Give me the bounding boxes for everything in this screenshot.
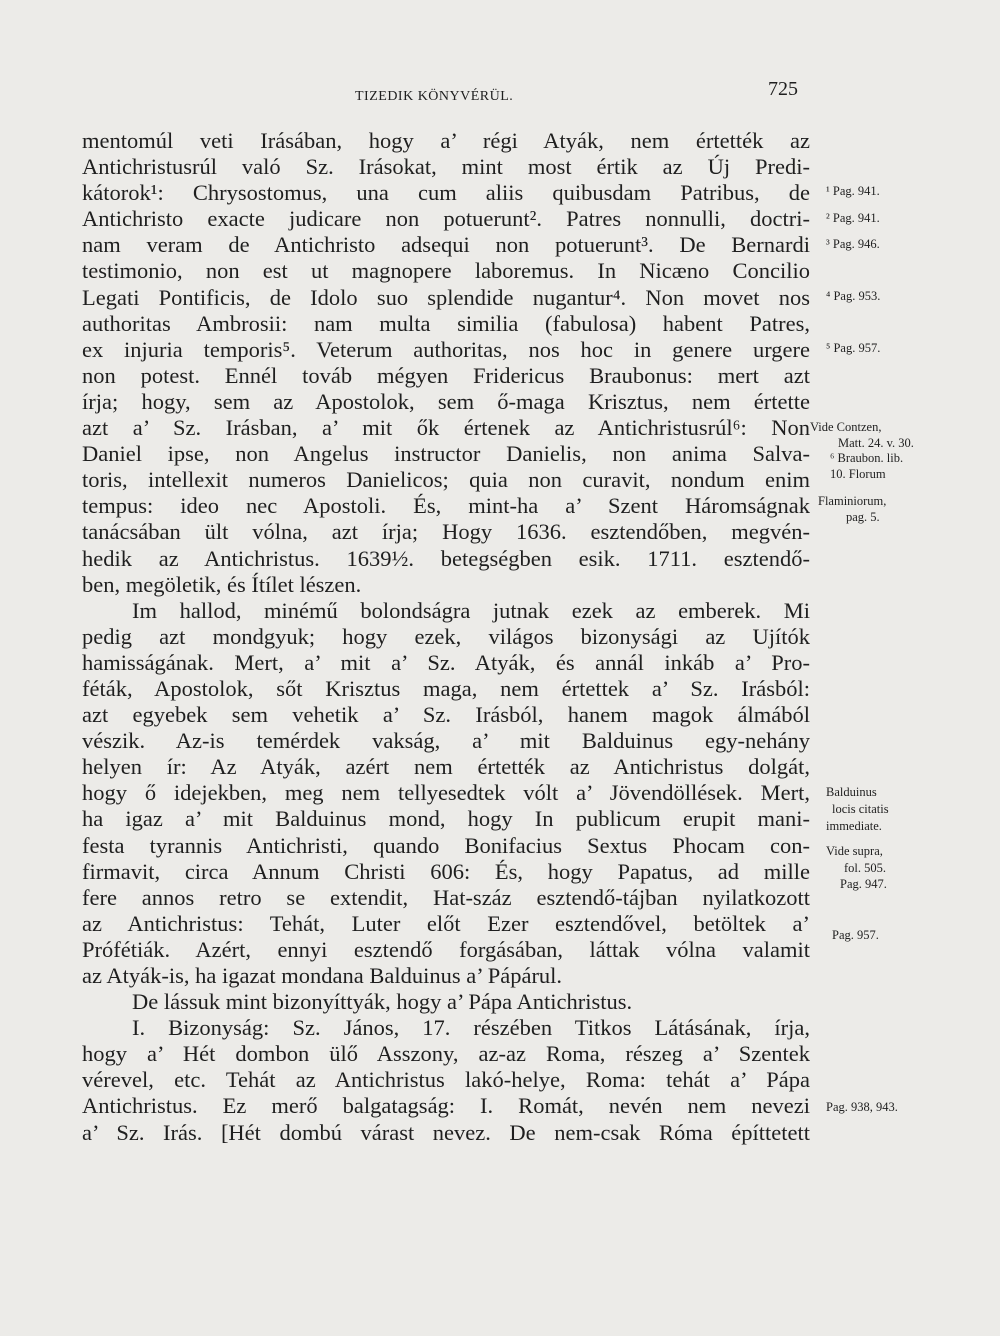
text-line: tanácsában ült vólna, azt írja; Hogy 1636. esztendőben, megvén- (82, 519, 810, 545)
text-line: De lássuk mint bizonyíttyák, hogy a’ Pápa Antichristus. (132, 989, 633, 1015)
text-line: mentomúl veti Irásában, hogy a’ régi Atyák, nem értették az (82, 128, 810, 153)
text-line: féták, Apostolok, sőt Krisztus maga, nem értettek a’ Sz. Irásból: (82, 675, 810, 701)
text-line: Antichristus. Ez merő balgatagság: I. Romát, nevén nem nevezi (82, 1093, 810, 1119)
margin-note: ³ Pag. 946. (826, 237, 880, 251)
text-line: hogy a’ Hét dombon ülő Asszony, az-az Roma, részeg a’ Szentek (82, 1041, 810, 1067)
text-line: tempus: ideo nec Apostoli. És, mint-ha a’ Szent Háromságnak (82, 493, 810, 519)
text-line: vészik. Az-is temérdek vakság, a’ mit Balduinus egy-nehány (82, 728, 810, 754)
text-line: festa tyrannis Antichristi, quando Bonifacius Sextus Phocam con- (82, 832, 810, 858)
text-line: testimonio, non est ut magnopere laboremus. In Nicæno Concilio (82, 258, 810, 284)
text-line: az Atyák-is, ha igazat mondana Balduinus a’ Pápárul. (82, 963, 563, 988)
text-line: ben, megöletik, és Ítílet lészen. (82, 571, 362, 597)
margin-note: Pag. 938, 943. (826, 1100, 898, 1114)
text-line: írja; hogy, sem az Apostolok, sem ő-maga Krisztus, nem értette (82, 388, 810, 414)
running-head: TIZEDIK KÖNYVÉRÜL. (355, 89, 514, 104)
text-line: Legati Pontificis, de Idolo suo splendide nugantur⁴. Non movet nos (82, 284, 810, 310)
text-line: fere annos retro se extendit, Hat-száz esztendő-tájban nyilatkozott (82, 884, 810, 910)
text-line: Antichristo exacte judicare non potuerunt². Patres nonnulli, doctri- (82, 206, 810, 232)
text-line: authoritas Ambrosii: nam multa similia (fabulosa) habent Patres, (82, 310, 810, 336)
page-number: 725 (768, 78, 798, 100)
text-line: Daniel ipse, non Angelus instructor Danielis, non anima Salva- (82, 441, 810, 467)
margin-note: Vide Contzen, (810, 420, 882, 434)
margin-note: 10. Florum (830, 467, 886, 481)
margin-note: ¹ Pag. 941. (826, 184, 880, 198)
text-line: azt egyebek sem vehetik a’ Sz. Irásból, hanem magok álmából (82, 702, 810, 728)
text-line: hedik az Antichristus. 1639½. betegségben esik. 1711. esztendő- (82, 545, 810, 571)
margin-note: Vide supra, (826, 844, 883, 858)
margin-note: pag. 5. (846, 510, 880, 524)
margin-note: immediate. (826, 819, 882, 833)
text-line: ex injuria temporis⁵. Veterum authoritas, nos hoc in genere urgere (82, 336, 810, 362)
body-text (82, 128, 810, 1146)
text-line: firmavit, circa Annum Christi 606: És, hogy Papatus, ad mille (82, 858, 810, 884)
margin-note: ⁵ Pag. 957. (826, 341, 881, 355)
text-line: ha igaz a’ mit Balduinus mond, hogy In publicum erupit mani- (82, 806, 810, 832)
margin-note: Pag. 957. (832, 928, 879, 942)
margin-note: Pag. 947. (840, 877, 887, 891)
margin-note: locis citatis (832, 802, 889, 816)
text-line: helyen ír: Az Atyák, azért nem értették az Antichristus dolgát, (82, 754, 810, 780)
margin-note: fol. 505. (844, 861, 887, 875)
margin-note: ⁴ Pag. 953. (826, 289, 881, 303)
margin-note: Balduinus (826, 785, 877, 799)
text-line: I. Bizonyság: Sz. János, 17. részében Titkos Látásának, írja, (132, 1015, 810, 1041)
text-line: Im hallod, minémű bolondságra jutnak ezek az emberek. Mi (132, 597, 810, 623)
text-line: az Antichristus: Tehát, Luter előt Ezer esztendővel, betöltek a’ (82, 910, 810, 936)
text-line: toris, intellexit numeros Danielicos; quia non curavit, nondum enim (82, 467, 810, 493)
text-line: non potest. Ennél továb mégyen Fridericus Braubonus: mert azt (82, 362, 810, 388)
text-line: nam veram de Antichristo adsequi non potuerunt³. De Bernardi (82, 232, 810, 258)
text-line: hamisságának. Mert, a’ mit a’ Sz. Atyák, és annál inkáb a’ Pro- (82, 649, 810, 675)
margin-note: ⁶ Braubon. lib. (830, 451, 904, 465)
text-line: Antichristusrúl való Sz. Irásokat, mint most értik az Új Predi- (82, 154, 810, 180)
text-line: Prófétiák. Azért, ennyi esztendő forgásában, láttak vólna valamit (82, 936, 810, 962)
text-line: a’ Sz. Irás. [Hét dombú várast nevez. De nem-csak Róma építtetett (82, 1119, 810, 1145)
text-line: kátorok¹: Chrysostomus, una cum aliis quibusdam Patribus, de (82, 180, 810, 206)
text-line: azt a’ Sz. Irásban, a’ mit ők értenek az Antichristusrúl⁶: Non (82, 415, 810, 441)
margin-note: ² Pag. 941. (826, 211, 880, 225)
text-line: vérevel, etc. Tehát az Antichristus lakó-helye, Roma: tehát a’ Pápa (82, 1067, 810, 1093)
text-line: pedig azt mondgyuk; hogy ezek, világos bizonysági az Ujítók (82, 623, 810, 649)
margin-note: Flaminiorum, (818, 494, 887, 508)
text-line: hogy ő idejekben, meg nem tellyesedtek vólt a’ Jövendöllések. Mert, (82, 780, 810, 806)
margin-note: Matt. 24. v. 30. (838, 436, 914, 450)
